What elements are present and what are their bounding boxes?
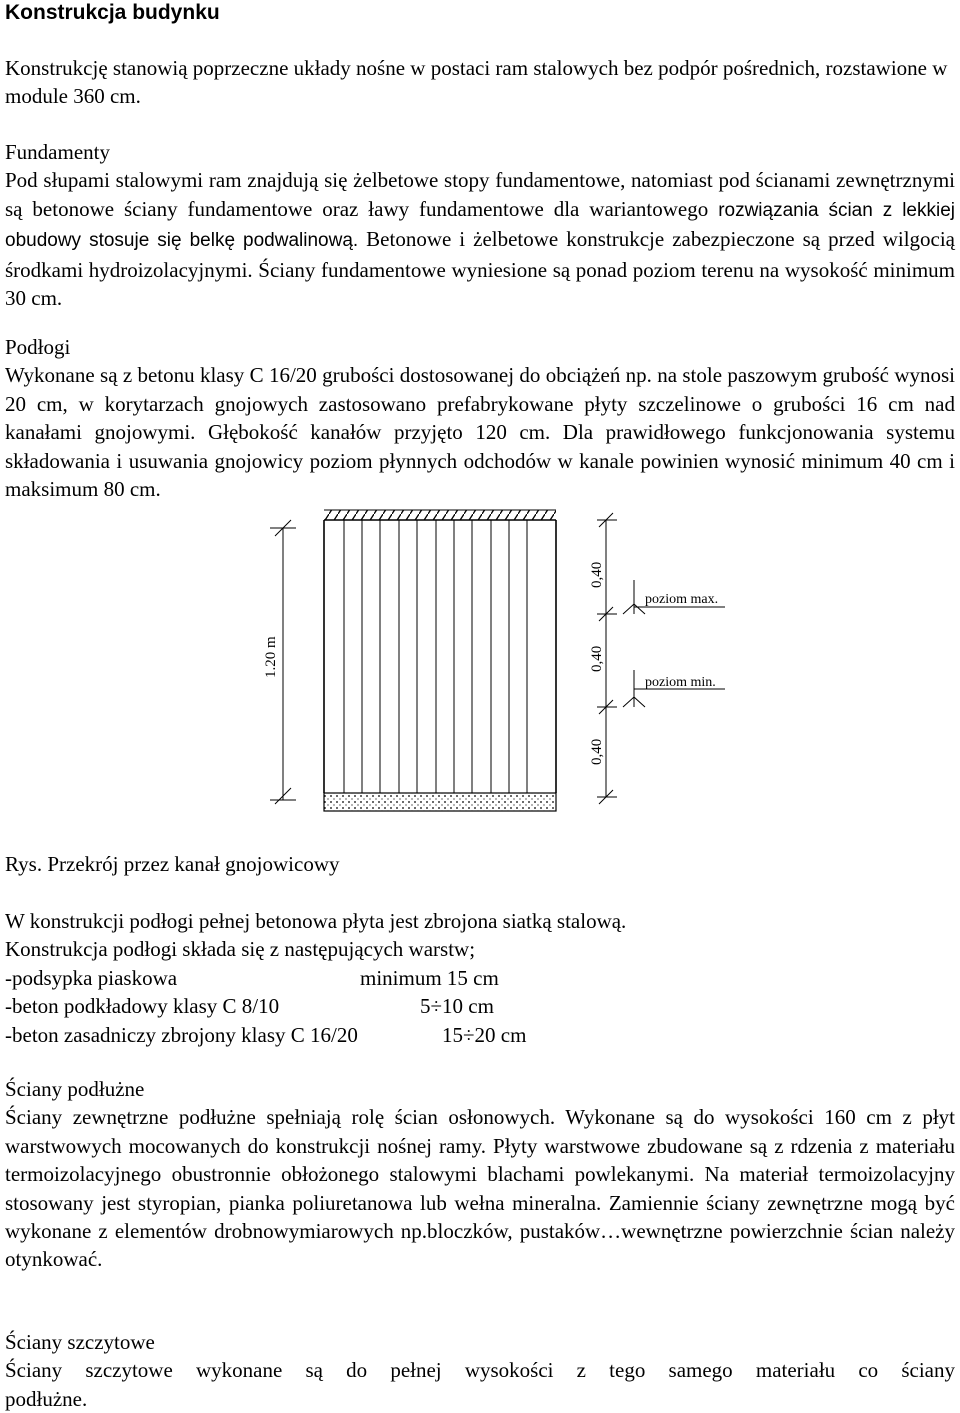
sciany-szczytowe-heading: Ściany szczytowe bbox=[5, 1330, 155, 1354]
segment-middle-label: 0,40 bbox=[589, 645, 605, 672]
podlogi-text: Wykonane są z betonu klasy C 16/20 grubości dostosowanej do obciążeń np. na stole paszowym grubość wynosi 20 cm, w korytarzach gnojowych zastosowano prefabrykowane płyty szczelinowe o grubości 16 cm nad kanałami gnojowymi. Głębokość kanałów przyjęto 120 cm. Dla prawidłowego funkcjonowania systemu składowania i usuwania gnojowicy poziom płynnych odchodów w kanale powinien wynosić minimum 40 cm i maksimum 80 cm. bbox=[5, 363, 955, 502]
sciany-podluzne-text: Ściany zewnętrzne podłużne spełniają rolę ścian osłonowych. Wykonane są do wysokości 160 cm z płyt warstwowych mocowanych do konstrukcji nośnej ramy. Płyty warstwowe zbudowane są z rdzenia z materiału termoizolacyjnego obustronnie obłożonego stalowymi blachami powlekanymi. Na materiał termoizolacyjny stosowany jest styropian, pianka poliuretanowa lub wełna mineralna. Zamiennie ściany zewnętrzne mogą być wykonane z elementów drobnowymiarowych np.bloczków, pustaków…wewnętrzne powierzchnie ścian należy bbox=[5, 1105, 955, 1244]
floor-construction-line2: Konstrukcja podłogi składa się z następujących warstw; bbox=[5, 937, 476, 962]
sciany-szczytowe-text: Ściany szczytowe wykonane są do pełnej wysokości z tego samego materiału co ściany bbox=[5, 1358, 955, 1383]
sciany-szczytowe-last: podłużne. bbox=[5, 1386, 88, 1411]
fundamenty-text bbox=[5, 166, 955, 312]
layer-value: 5÷10 cm bbox=[420, 994, 494, 1019]
total-depth-label: 1.20 m bbox=[263, 636, 279, 678]
max-level-marker bbox=[623, 580, 725, 614]
fundamenty-text-2: Betonowe i żelbetowe konstrukcje zabezpieczone są przed wilgocią środkami hydroizolacyjnymi. Ściany fundamentowe wyniesione są ponad poziom terenu na wysokość minimum 30 cm. bbox=[5, 227, 956, 311]
intro-paragraph bbox=[5, 54, 955, 111]
floor-construction-section bbox=[5, 907, 955, 1049]
layer-row bbox=[5, 964, 955, 992]
min-level-label: poziom min. bbox=[645, 675, 716, 690]
fundamenty-section bbox=[5, 138, 955, 312]
floor-construction-line1: W konstrukcji podłogi pełnej betonowa płyta jest zbrojona siatką stalową. bbox=[5, 909, 627, 933]
layer-row bbox=[5, 1021, 955, 1049]
layer-value: minimum 15 cm bbox=[360, 965, 499, 990]
figure-caption-text: Rys. Przekrój przez kanał gnojowicowy bbox=[5, 852, 340, 876]
podlogi-heading: Podłogi bbox=[5, 335, 71, 359]
sciany-podluzne-heading: Ściany podłużne bbox=[5, 1077, 145, 1101]
fundamenty-text-1: Pod słupami stalowymi ram znajdują się żelbetowe stopy fundamentowe, natomiast pod ścianami zewnętrznymi są betonowe ściany fundamentowe oraz ławy fundamentowe dla wariantowego bbox=[5, 168, 955, 221]
segment-dimension-chain bbox=[589, 513, 617, 804]
bottom-slab bbox=[324, 793, 556, 811]
top-slab bbox=[324, 510, 556, 520]
fundamenty-text-sans: rozwiązania ścian z lekkiej obudowy stosuje się belkę podwalinową. bbox=[5, 199, 955, 252]
sciany-podluzne-last: otynkować. bbox=[5, 1247, 103, 1272]
total-depth-dimension bbox=[263, 520, 296, 804]
sciany-podluzne-section bbox=[5, 1075, 955, 1274]
segment-bottom-label: 0,40 bbox=[589, 738, 605, 765]
channel-cross-section-figure bbox=[5, 500, 960, 820]
layer-name: -beton podkładowy klasy C 8/10 bbox=[5, 994, 280, 1019]
min-level-marker bbox=[623, 670, 725, 707]
layer-name: -beton zasadniczy zbrojony klasy C 16/20 bbox=[5, 1022, 358, 1047]
segment-top-label: 0,40 bbox=[589, 561, 605, 588]
figure-caption bbox=[5, 850, 955, 878]
layer-value: 15÷20 cm bbox=[442, 1022, 527, 1047]
max-level-label: poziom max. bbox=[645, 592, 719, 607]
layer-row bbox=[5, 992, 955, 1020]
layer-name: -podsypka piaskowa bbox=[5, 965, 178, 990]
fundamenty-heading: Fundamenty bbox=[5, 140, 110, 164]
sciany-szczytowe-section bbox=[5, 1328, 955, 1413]
podlogi-section bbox=[5, 333, 955, 503]
intro-text: Konstrukcję stanowią poprzeczne układy nośne w postaci ram stalowych bez podpór pośrednich, rozstawione w module 360 cm. bbox=[5, 56, 948, 109]
document-title: Konstrukcja budynku bbox=[5, 1, 220, 24]
